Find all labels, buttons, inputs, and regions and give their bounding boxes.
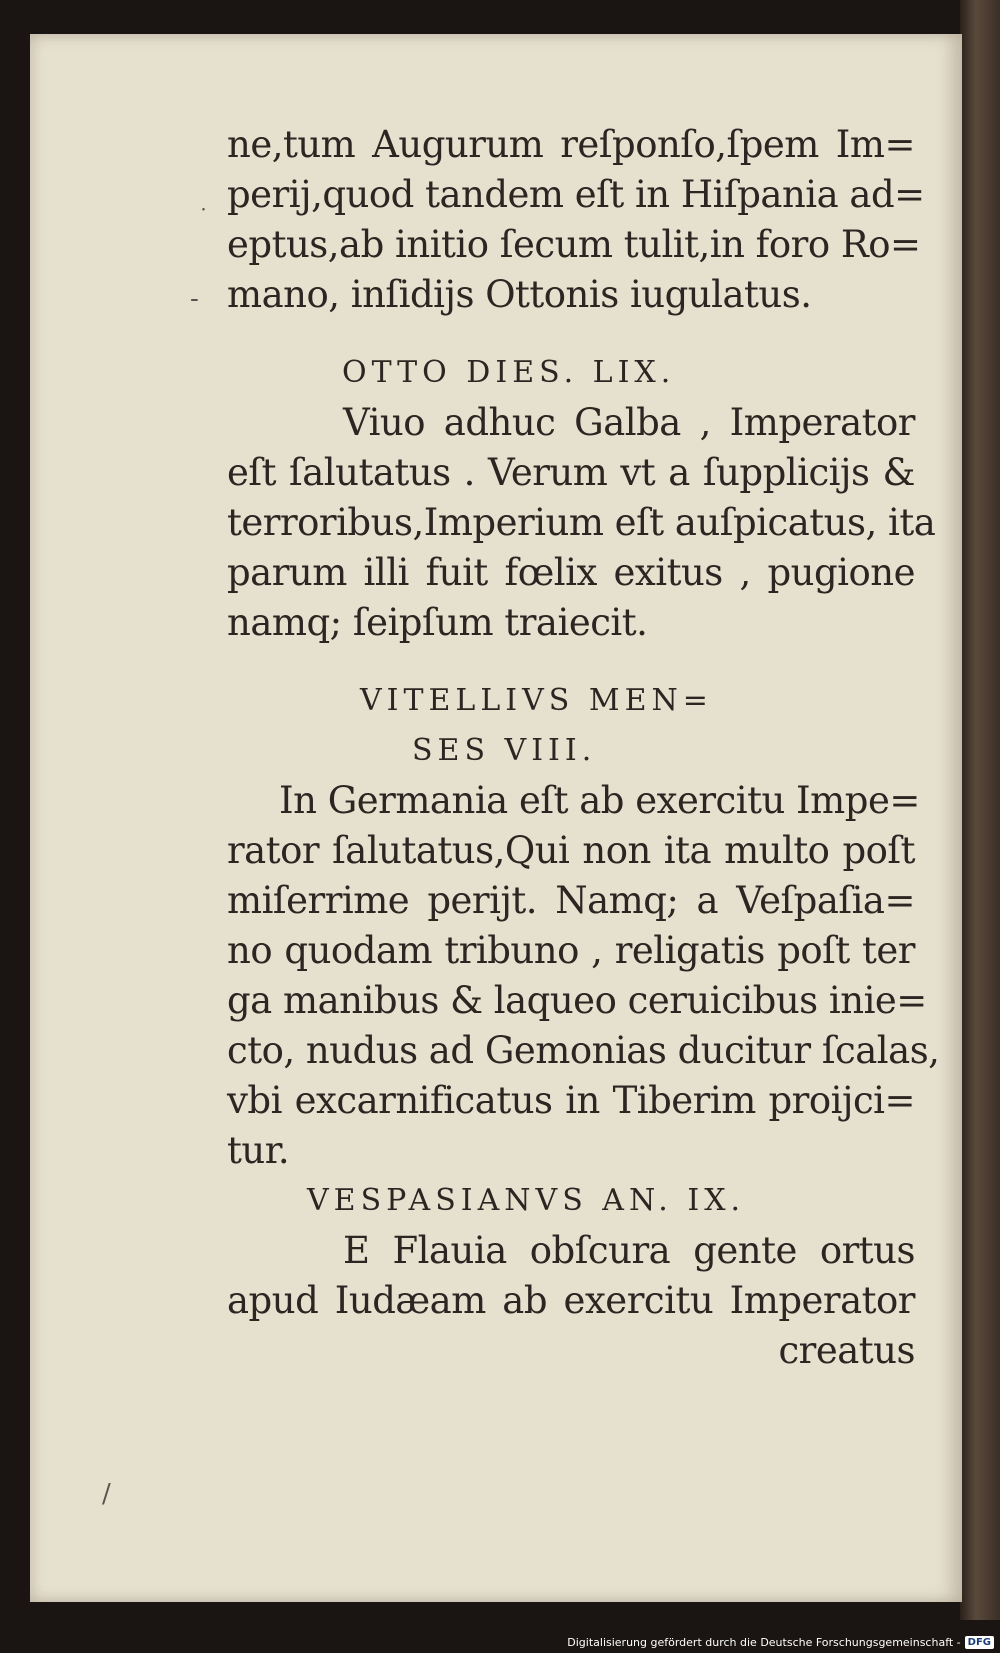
- text-line: terroribus,Imperium eſt auſpicatus, ita: [227, 501, 936, 544]
- section-heading-vespasianus: VESPASIANVS AN. IX.: [307, 1183, 746, 1218]
- margin-mark: /: [102, 1479, 111, 1509]
- text-line: eſt ſalutatus . Verum vt a ſupplicijs &: [227, 451, 915, 494]
- text-line: parum illi fuit fœlix exitus , pugione: [227, 551, 915, 594]
- catchword: creatus: [778, 1329, 915, 1372]
- book-edge: [960, 0, 1000, 1620]
- text-line: eptus,ab initio ſecum tulit,in foro Ro=: [227, 223, 921, 266]
- text-line: tur.: [227, 1129, 290, 1172]
- page-text: [227, 120, 940, 1376]
- text-line: ne,tum Augurum reſponſo,ſpem Im=: [227, 123, 915, 166]
- text-line: E Flauia obſcura gente ortus: [343, 1229, 915, 1272]
- section-heading-vitellius-cont: SES VIII.: [412, 733, 597, 768]
- text-line: apud Iudæam ab exercitu Imperator: [227, 1279, 915, 1322]
- text-line: perij,quod tandem eſt in Hiſpania ad=: [227, 173, 925, 216]
- text-line: Viuo adhuc Galba , Imperator: [343, 401, 915, 444]
- text-line: miſerrime perijt. Namq; a Veſpaſia=: [227, 879, 915, 922]
- section-heading-otto: OTTO DIES. LIX.: [342, 355, 676, 390]
- section-heading-vitellius: VITELLIVS MEN=: [360, 683, 713, 718]
- margin-mark: -: [190, 284, 199, 314]
- text-line: no quodam tribuno , religatis poſt ter: [227, 929, 915, 972]
- margin-mark: ˙: [198, 206, 209, 231]
- text-line: namq; ſeipſum traiecit.: [227, 601, 648, 644]
- dfg-logo: DFG: [965, 1636, 994, 1649]
- credit-text: Digitalisierung gefördert durch die Deutsche Forschungsgemeinschaft -: [567, 1636, 961, 1649]
- text-line: ga manibus & laqueo ceruicibus inie=: [227, 979, 927, 1022]
- text-line: In Germania eſt ab exercitu Impe=: [279, 779, 920, 822]
- digitization-credit: [567, 1636, 994, 1649]
- text-line: cto, nudus ad Gemonias ducitur ſcalas,: [227, 1029, 940, 1072]
- text-line: vbi excarnificatus in Tiberim proijci=: [227, 1079, 915, 1122]
- text-line: mano, inſidijs Ottonis iugulatus.: [227, 273, 812, 316]
- text-line: rator ſalutatus,Qui non ita multo poſt: [227, 829, 915, 872]
